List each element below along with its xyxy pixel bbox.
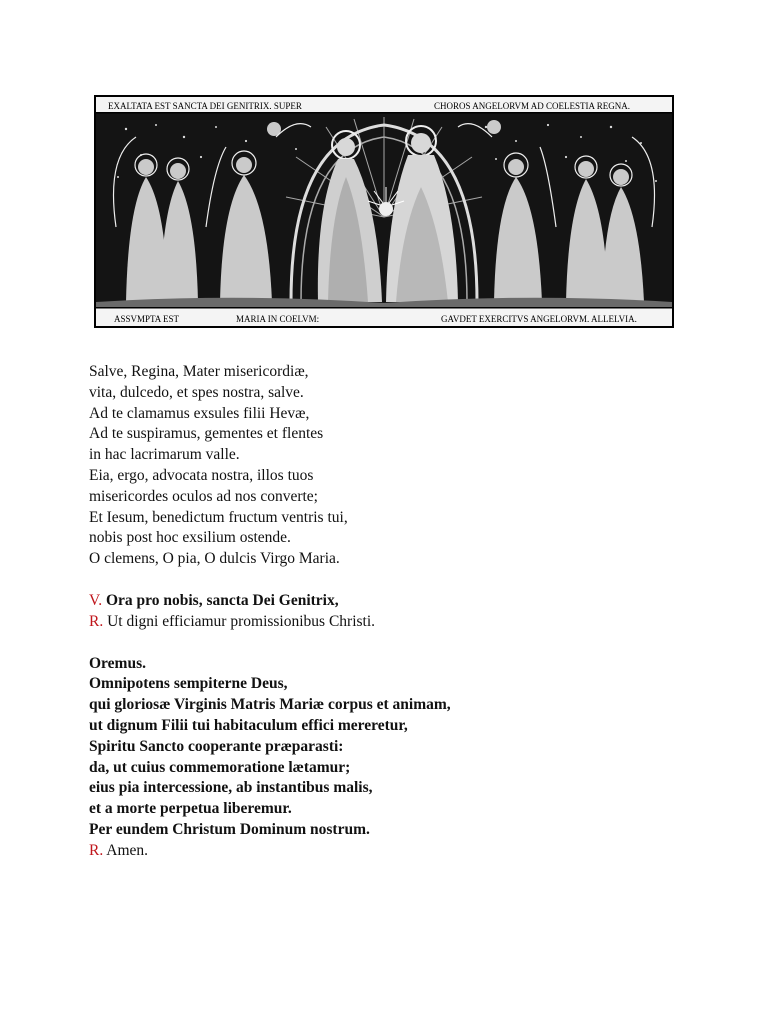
spacer [89, 570, 689, 591]
salve-regina-antiphon [89, 362, 689, 570]
antiphon-line: Ad te clamamus exsules filii Hevæ, [89, 404, 310, 422]
caption-bottom-mid: MARIA IN COELVM: [236, 314, 320, 324]
antiphon-line: nobis post hoc exsilium ostende. [89, 529, 291, 547]
versicle-text: Ora pro nobis, sancta Dei Genitrix, [105, 591, 339, 609]
coronation-engraving [94, 95, 674, 328]
prayer-line: da, ut cuius commemoratione lætamur; [89, 758, 351, 776]
antiphon-line: Salve, Regina, Mater misericordiæ, [89, 363, 309, 380]
antiphon-line: in hac lacrimarum valle. [89, 446, 240, 464]
prayer-line: Oremus. [89, 654, 146, 672]
antiphon-line: Et Iesum, benedictum fructum ventris tui, [89, 508, 348, 526]
antiphon-line: vita, dulcedo, et spes nostra, salve. [89, 383, 304, 401]
prayer-document [89, 362, 689, 862]
antiphon-line: Ad te suspiramus, gementes et flentes [89, 425, 324, 443]
prayer-line: eius pia intercessione, ab instantibus malis, [89, 779, 373, 797]
versicle [89, 591, 689, 612]
prayer-line: ut dignum Filii tui habitaculum effici mereretur, [89, 716, 408, 734]
antiphon-line: misericordes oculos ad nos converte; [89, 487, 318, 505]
versicle-marker: V. [89, 591, 103, 609]
prayer-line: Omnipotens sempiterne Deus, [89, 675, 288, 693]
response [89, 612, 689, 633]
caption-bottom-right: GAVDET EXERCITVS ANGELORVM. ALLELVIA. [441, 314, 637, 324]
caption-top-left: EXALTATA EST SANCTA DEI GENITRIX. SUPER [108, 101, 302, 111]
caption-top-right: CHOROS ANGELORVM AD COELESTIA REGNA. [434, 101, 631, 111]
response-text: Ut digni efficiamur promissionibus Christi. [107, 612, 376, 630]
amen-response [89, 841, 689, 862]
prayer-line: et a morte perpetua liberemur. [89, 800, 292, 818]
response-marker: R. [89, 612, 104, 630]
prayer-line: Spiritu Sancto cooperante præparasti: [89, 737, 344, 755]
caption-bottom-left: ASSVMPTA EST [114, 314, 180, 324]
spacer [89, 633, 689, 654]
engraving-illustration [96, 97, 672, 326]
amen-marker: R. [89, 841, 104, 859]
amen-text: Amen. [106, 841, 149, 859]
antiphon-line: O clemens, O pia, O dulcis Virgo Maria. [89, 550, 340, 568]
prayer-line: Per eundem Christum Dominum nostrum. [89, 820, 370, 838]
prayer-line: qui gloriosæ Virginis Matris Mariæ corpus et animam, [89, 696, 451, 714]
antiphon-line: Eia, ergo, advocata nostra, illos tuos [89, 466, 314, 484]
collect-prayer [89, 654, 689, 841]
